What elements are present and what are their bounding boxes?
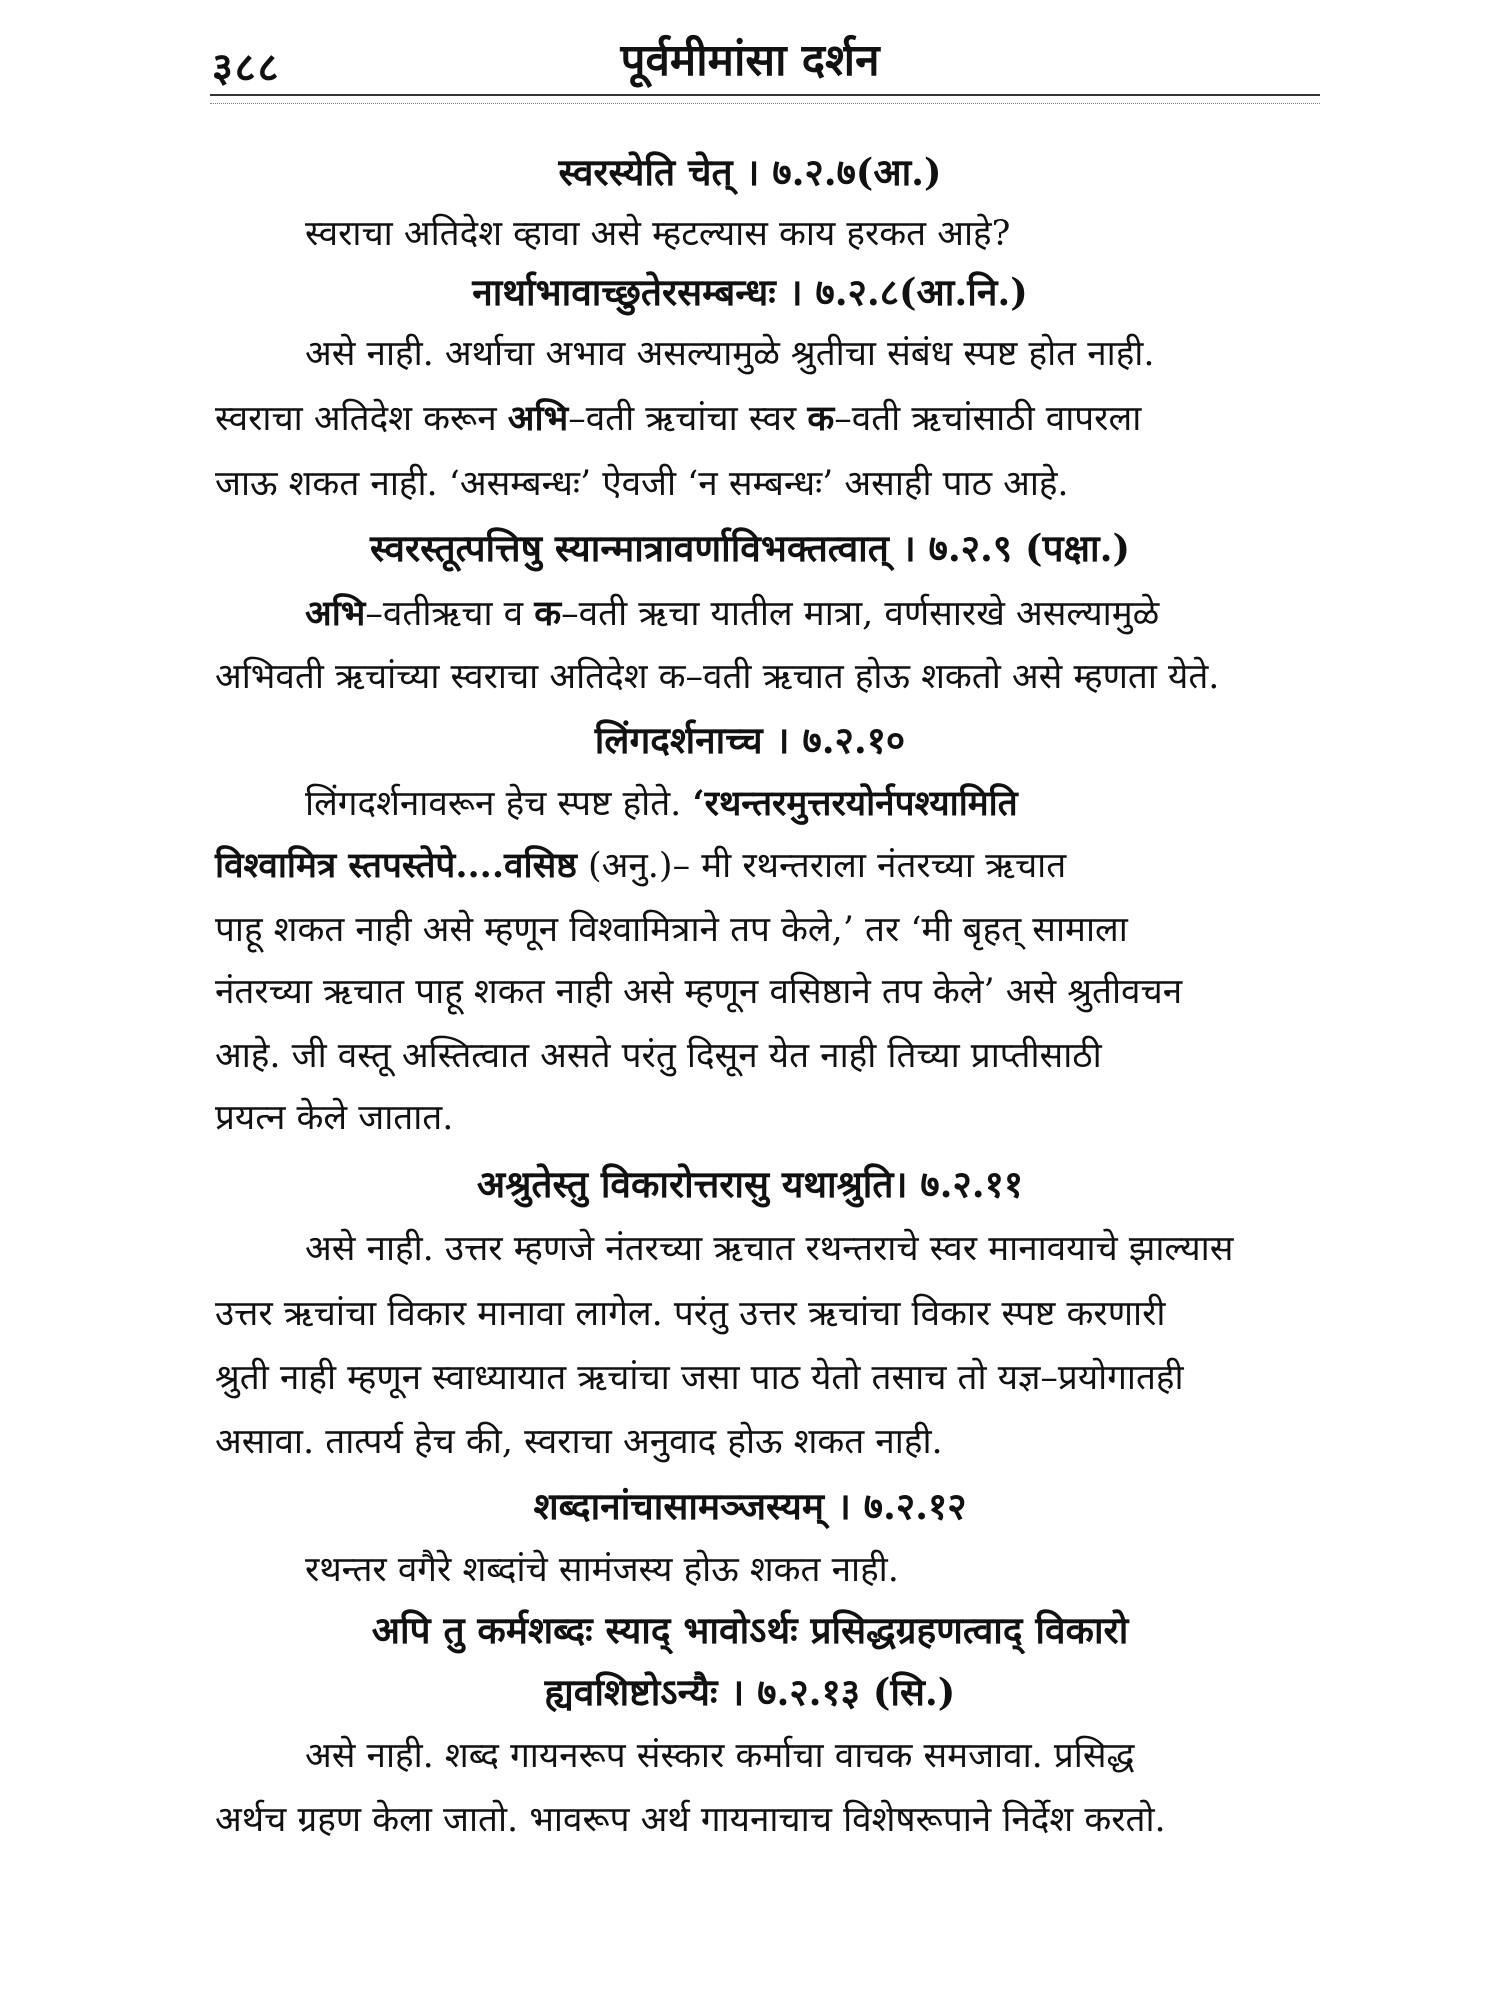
text-line [0,780,1500,828]
page-header [0,0,1500,110]
sutra-heading [0,716,1500,764]
text-line [0,330,1500,378]
text-segment: श्रुती नाही म्हणून स्वाध्यायात ऋचांचा जसा पाठ येतो तसाच तो यज्ञ–प्रयोगातही [215,1358,1184,1398]
text-segment: पाहू शकत नाही असे म्हणून विश्वामित्राने तप केले,’ तर ‘मी बृहत् सामाला [215,910,1128,950]
text-segment: क [807,398,835,439]
text-segment: –वती ऋचांचा स्वर [568,399,808,439]
text-line [0,1094,1500,1142]
text-segment: –वतीऋचा व [365,594,535,634]
text-segment: क [534,593,562,634]
text-segment: विश्वामित्र स्तपस्तेपे....वसिष्ठ [215,845,577,886]
text-segment: असे नाही. शब्द गायनरूप संस्कार कर्माचा वाचक समजावा. प्रसिद्ध [305,1736,1135,1776]
page-number: ३८८ [212,44,281,91]
text-segment: लिंगदर्शनाच्च । ७.२.१० [594,718,906,762]
text-line [0,1418,1500,1466]
text-segment: स्वरस्तूत्पत्तिषु स्यान्मात्रावर्णाविभक्तत्वात् । ७.२.९ (पक्षा.) [369,526,1131,570]
text-segment: ह्यवशिष्टोऽन्यैः । ७.२.१३ (सि.) [544,1670,956,1714]
text-segment: अर्थच ग्रहण केला जातो. भावरूप अर्थ गायनाचाच विशेषरूपाने निर्देश करतो. [215,1800,1166,1840]
text-segment: नंतरच्या ऋचात पाहू शकत नाही असे म्हणून वसिष्ठाने तप केले’ असे श्रुतीवचन [215,972,1183,1012]
text-segment: असे नाही. उत्तर म्हणजे नंतरच्या ऋचात रथन्तराचे स्वर मानावयाचे झाल्यास [305,1229,1234,1269]
sutra-heading [0,1482,1500,1530]
sutra-heading [0,148,1500,196]
text-segment: आहे. जी वस्तू अस्तित्वात असते परंतु दिसून येत नाही तिच्या प्राप्तीसाठी [215,1036,1102,1076]
text-segment: रथन्तर वगैरे शब्दांचे सामंजस्य होऊ शकत नाही. [305,1550,899,1590]
text-segment: स्वराचा अतिदेश करून [215,399,508,439]
text-segment: उत्तर ऋचांचा विकार मानावा लागेल. परंतु उत्तर ऋचांचा विकार स्पष्ट करणारी [215,1294,1166,1334]
text-segment: अभि [305,593,366,634]
text-line [0,1032,1500,1080]
text-segment: असे नाही. अर्थाचा अभाव असल्यामुळे श्रुतीचा संबंध स्पष्ट होत नाही. [305,334,1155,374]
text-line [0,460,1500,508]
text-line [0,1225,1500,1273]
text-segment: प्रयत्न केले जातात. [215,1098,454,1138]
text-segment: अश्रुतेस्तु विकारोत्तरासु यथाश्रुति। ७.२.११ [476,1162,1024,1206]
text-segment: अभि [507,398,569,439]
sutra-heading [0,1606,1500,1654]
text-line [0,653,1500,701]
text-line [0,1796,1500,1844]
text-line [0,1732,1500,1780]
sutra-heading [0,1160,1500,1208]
header-rule [210,94,1320,104]
text-segment: ‘रथन्तरमुत्तरयोर्नपश्यामिति [692,783,1018,824]
sutra-heading [0,524,1500,572]
text-segment: शब्दानांचासामञ्जस्यम् । ७.२.१२ [533,1484,967,1528]
running-title: पूर्वमीमांसा दर्शन [620,35,880,86]
text-segment: लिंगदर्शनावरून हेच स्पष्ट होते. [305,784,693,824]
text-line [0,210,1500,258]
text-line [0,590,1500,638]
text-segment: नार्थाभावाच्छुतेरसम्बन्धः । ७.२.८(आ.नि.) [472,270,1028,314]
text-line [0,906,1500,954]
text-line [0,968,1500,1016]
text-segment: स्वराचा अतिदेश व्हावा असे म्हटल्यास काय हरकत आहे? [305,214,1011,254]
text-line [0,1546,1500,1594]
text-segment: असावा. तात्पर्य हेच की, स्वराचा अनुवाद होऊ शकत नाही. [215,1422,943,1462]
sutra-heading [0,1668,1500,1716]
text-segment: –वती ऋचा यातील मात्रा, वर्णसारखे असल्यामुळे [561,594,1160,634]
text-segment: जाऊ शकत नाही. ‘असम्बन्धः’ ऐवजी ‘न सम्बन्धः’ असाही पाठ आहे. [215,464,1069,504]
text-line [0,1290,1500,1338]
text-segment: स्वरस्येति चेत् । ७.२.७(आ.) [558,150,942,194]
text-line [0,842,1500,890]
text-segment: अपि तु कर्मशब्दः स्याद् भावोऽर्थः प्रसिद्धग्रहणत्वाद् विकारो [371,1608,1129,1652]
text-line [0,1354,1500,1402]
text-segment: (अनु.)– मी रथन्तराला नंतरच्या ऋचात [576,846,1067,886]
sutra-heading [0,268,1500,316]
text-segment: –वती ऋचांसाठी वापरला [834,399,1142,439]
text-segment: अभिवती ऋचांच्या स्वराचा अतिदेश क–वती ऋचात होऊ शकतो असे म्हणता येते. [215,657,1220,697]
text-line [0,395,1500,443]
